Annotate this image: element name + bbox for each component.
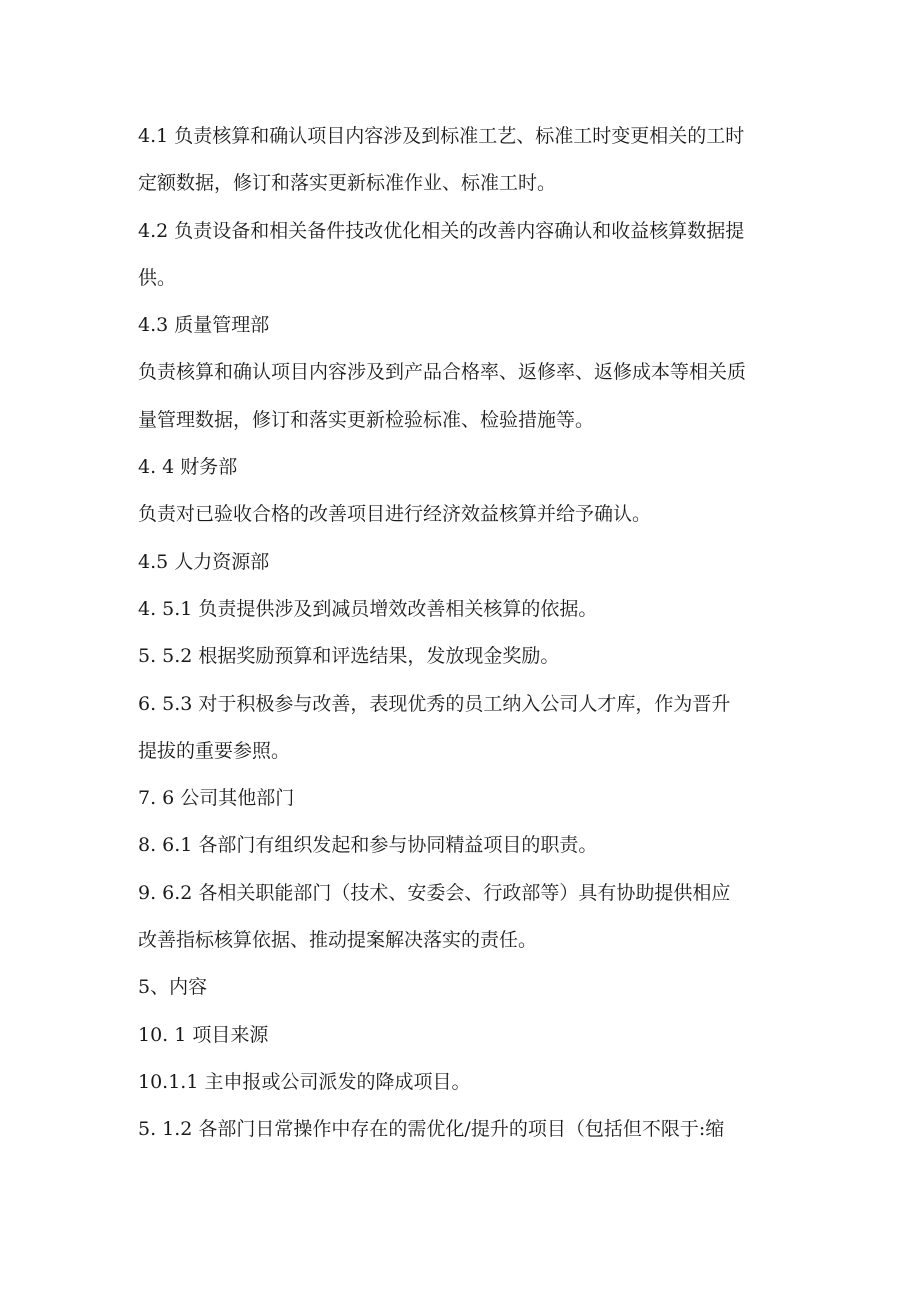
text-line: 4.1 负责核算和确认项目内容涉及到标准工艺、标准工时变更相关的工时 <box>138 125 745 147</box>
text-line: 9. 6.2 各相关职能部门（技术、安委会、行政部等）具有协助提供相应 <box>138 881 731 904</box>
section-heading: 7. 6 公司其他部门 <box>138 787 295 810</box>
document-body <box>138 113 788 1154</box>
text-line: 8. 6.1 各部门有组织发起和参与协同精益项目的职责。 <box>138 834 598 857</box>
section-heading: 4. 4 财务部 <box>138 456 238 479</box>
text-line: 提拔的重要参照。 <box>138 739 291 762</box>
section-heading: 5、内容 <box>138 976 208 999</box>
text-line: 4.2 负责设备和相关备件技改优化相关的改善内容确认和收益核算数据提 <box>138 219 745 242</box>
text-line: 5. 1.2 各部门日常操作中存在的需优化/提升的项目（包括但不限于:缩 <box>138 1118 725 1141</box>
text-line: 5. 5.2 根据奖励预算和评选结果，发放现金奖励。 <box>138 645 560 668</box>
text-line: 4. 5.1 负责提供涉及到减员增效改善相关核算的依据。 <box>138 597 598 620</box>
text-line: 6. 5.3 对于积极参与改善，表现优秀的员工纳入公司人才库，作为晋升 <box>138 692 731 715</box>
text-line: 负责对已验收合格的改善项目进行经济效益核算并给予确认。 <box>138 503 652 526</box>
section-heading: 10. 1 项目来源 <box>138 1023 269 1046</box>
text-line: 改善指标核算依据、推动提案解决落实的责任。 <box>138 929 538 952</box>
text-line: 负责核算和确认项目内容涉及到产品合格率、返修率、返修成本等相关质 <box>138 361 747 384</box>
text-line: 量管理数据，修订和落实更新检验标准、检验措施等。 <box>138 408 595 431</box>
section-heading: 4.5 人力资源部 <box>138 550 270 573</box>
text-line: 供。 <box>138 266 177 289</box>
text-line: 定额数据，修订和落实更新标准作业、标准工时。 <box>138 172 557 195</box>
section-heading: 4.3 质量管理部 <box>138 314 270 337</box>
text-line: 10.1.1 主申报或公司派发的降成项目。 <box>138 1070 471 1093</box>
